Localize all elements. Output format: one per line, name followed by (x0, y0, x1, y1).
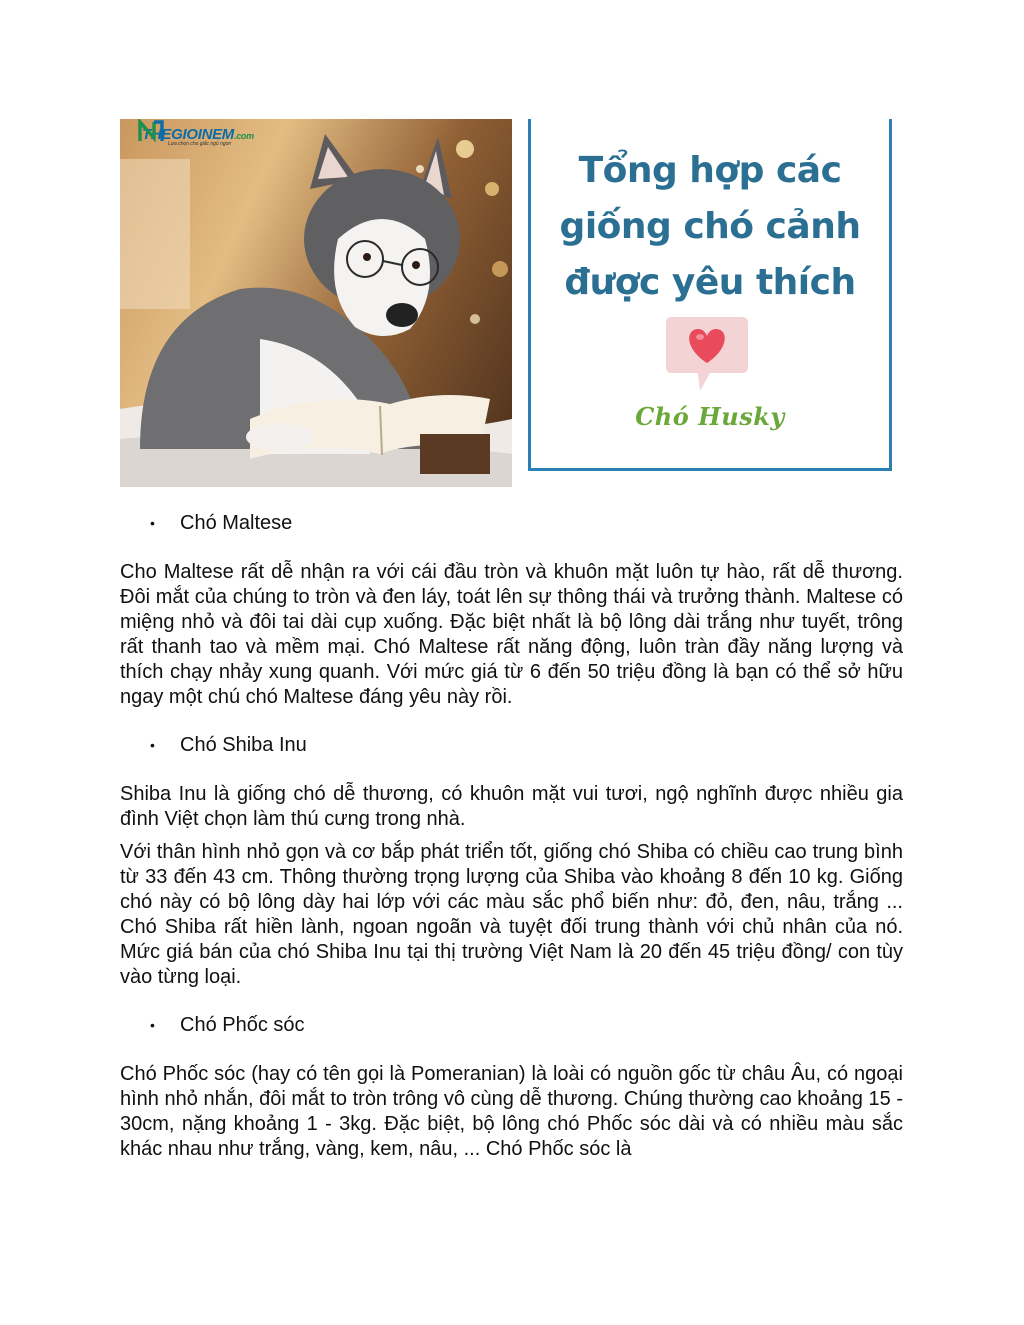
bullet-icon: • (150, 737, 155, 753)
logo-n-icon (138, 119, 164, 143)
logo-brand-text: THEGIOINEM.com (142, 125, 254, 143)
logo-slogan: Lựa chọn cho giấc ngủ ngon (168, 141, 232, 147)
paragraph-shiba-details: Với thân hình nhỏ gọn và cơ bắp phát triển tốt, giống chó Shiba có chiều cao trung bình từ 33 đến 43 cm. Thông thường trọng lượng của Shiba vào khoảng 8 đến 10 kg. Giống chó này có bộ lông dày hai lớp với các màu sắc phổ biến như: đỏ, đen, nâu, trắng ... Chó Shiba rất hiền lành, ngoan ngoãn và tuyệt đối trung thành với chủ nhân của nó. Mức giá bán của chó Shiba Inu tại thị trường Việt Nam là 20 đến 45 triệu đồng/ con tùy vào từng loại. (120, 841, 903, 988)
banner-title-line-3: được yêu thích (564, 262, 856, 303)
banner-subtitle: Chó Husky (635, 402, 785, 431)
section-heading-shiba-inu (150, 733, 307, 757)
section-heading-text: Chó Maltese (180, 512, 293, 534)
heart-speech-bubble-icon (664, 315, 750, 395)
banner-title-line-1: Tổng hợp các (578, 150, 842, 191)
title-panel (528, 119, 892, 471)
section-heading-text: Chó Phốc sóc (180, 1014, 305, 1036)
section-heading-text: Chó Shiba Inu (180, 734, 307, 756)
section-heading-maltese (150, 511, 292, 535)
banner-title-line-2: giống chó cảnh (559, 206, 861, 247)
paragraph-maltese: Cho Maltese rất dễ nhận ra với cái đầu tròn và khuôn mặt luôn tự hào, rất dễ thương. Đôi mắt của chúng to tròn và đen láy, toát lên sự thông thái và trưởng thành. Maltese có miệng nhỏ và đôi tai dài cụp xuống. Đặc biệt nhất là bộ lông dài trắng như tuyết, trông rất thanh tao và mềm mại. Chó Maltese rất năng động, luôn tràn đầy năng lượng và thích chạy nhảy xung quanh. Với mức giá từ 6 đến 50 triệu đồng là bạn có thể sở hữu ngay một chú chó Maltese đáng yêu này rồi. (120, 561, 903, 708)
section-heading-phoc-soc (150, 1013, 305, 1037)
husky-illustration (120, 119, 512, 487)
bullet-icon: • (150, 1017, 155, 1033)
paragraph-shiba-intro: Shiba Inu là giống chó dễ thương, có khuôn mặt vui tươi, ngộ nghĩnh được nhiều gia đình Việt chọn làm thú cưng trong nhà. (120, 783, 903, 830)
bullet-icon: • (150, 515, 155, 531)
husky-photo (120, 119, 512, 487)
paragraph-phoc-soc: Chó Phốc sóc (hay có tên gọi là Pomeranian) là loài có nguồn gốc từ châu Âu, có ngoại hình nhỏ nhắn, đôi mắt to tròn trông vô cùng dễ thương. Chúng thường cao khoảng 15 - 30cm, nặng khoảng 1 - 3kg. Đặc biệt, bộ lông chó Phốc sóc dài và có nhiều màu sắc khác nhau như trắng, vàng, kem, nâu, ... Chó Phốc sóc là (120, 1063, 903, 1160)
banner-title (531, 143, 889, 311)
banner-image (120, 119, 890, 487)
